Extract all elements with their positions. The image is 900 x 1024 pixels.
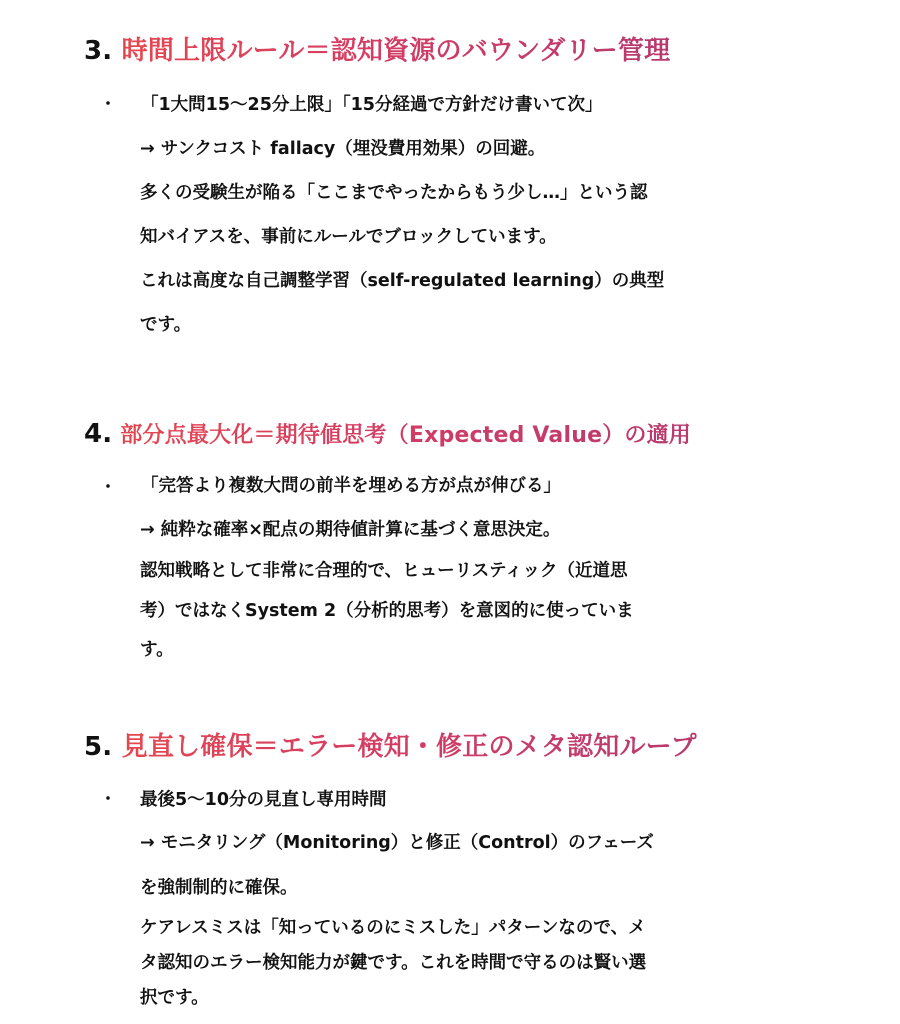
body-line: タ認知のエラー検知能力が鍵です。これを時間で守るのは賢い選	[140, 953, 647, 973]
body-line: 択です。	[140, 988, 209, 1008]
body-line: → 純粋な確率×配点の期待値計算に基づく意思決定。	[140, 520, 561, 540]
body-line: を強制制的に確保。	[140, 878, 298, 898]
section-heading	[84, 418, 691, 449]
bullet-text: 最後5〜10分の見直し専用時間	[140, 790, 387, 810]
body-line: 考）ではなくSystem 2（分析的思考）を意図的に使っていま	[140, 601, 634, 621]
body-line: 多くの受験生が陥る「ここまでやったからもう少し…」という認	[140, 183, 648, 203]
body-line: ケアレスミスは「知っているのにミスした」パターンなので、メ	[140, 918, 646, 938]
section-heading	[84, 726, 697, 763]
body-line: → サンクコスト fallacy（埋没費用効果）の回避。	[140, 139, 546, 159]
bullet-marker: ・	[100, 477, 117, 496]
body-line: 認知戦略として非常に合理的で、ヒューリスティック（近道思	[140, 561, 628, 581]
section-heading	[84, 30, 670, 67]
body-line: → モニタリング（Monitoring）と修正（Control）のフェーズ	[140, 833, 654, 853]
bullet-marker: ・	[100, 94, 117, 113]
section-title: 部分点最大化＝期待値思考（Expected Value）の適用	[120, 423, 692, 448]
bullet-marker: ・	[100, 789, 117, 808]
section-number: 4.	[84, 419, 113, 449]
section-number: 5.	[84, 732, 113, 762]
section-title: 時間上限ルール＝認知資源のバウンダリー管理	[121, 36, 671, 66]
bullet-text: 「完答より複数大問の前半を埋める方が点が伸びる」	[141, 476, 561, 496]
body-line: す。	[140, 640, 174, 660]
section-title: 見直し確保＝エラー検知・修正のメタ認知ループ	[121, 732, 697, 762]
section-number: 3.	[84, 36, 113, 66]
body-line: これは高度な自己調整学習（self-regulated learning）の典型	[140, 271, 665, 291]
body-line: です。	[140, 315, 192, 335]
body-line: 知バイアスを、事前にルールでブロックしています。	[140, 227, 557, 247]
bullet-text: 「1大問15〜25分上限」「15分経過で方針だけ書いて次」	[141, 95, 603, 115]
